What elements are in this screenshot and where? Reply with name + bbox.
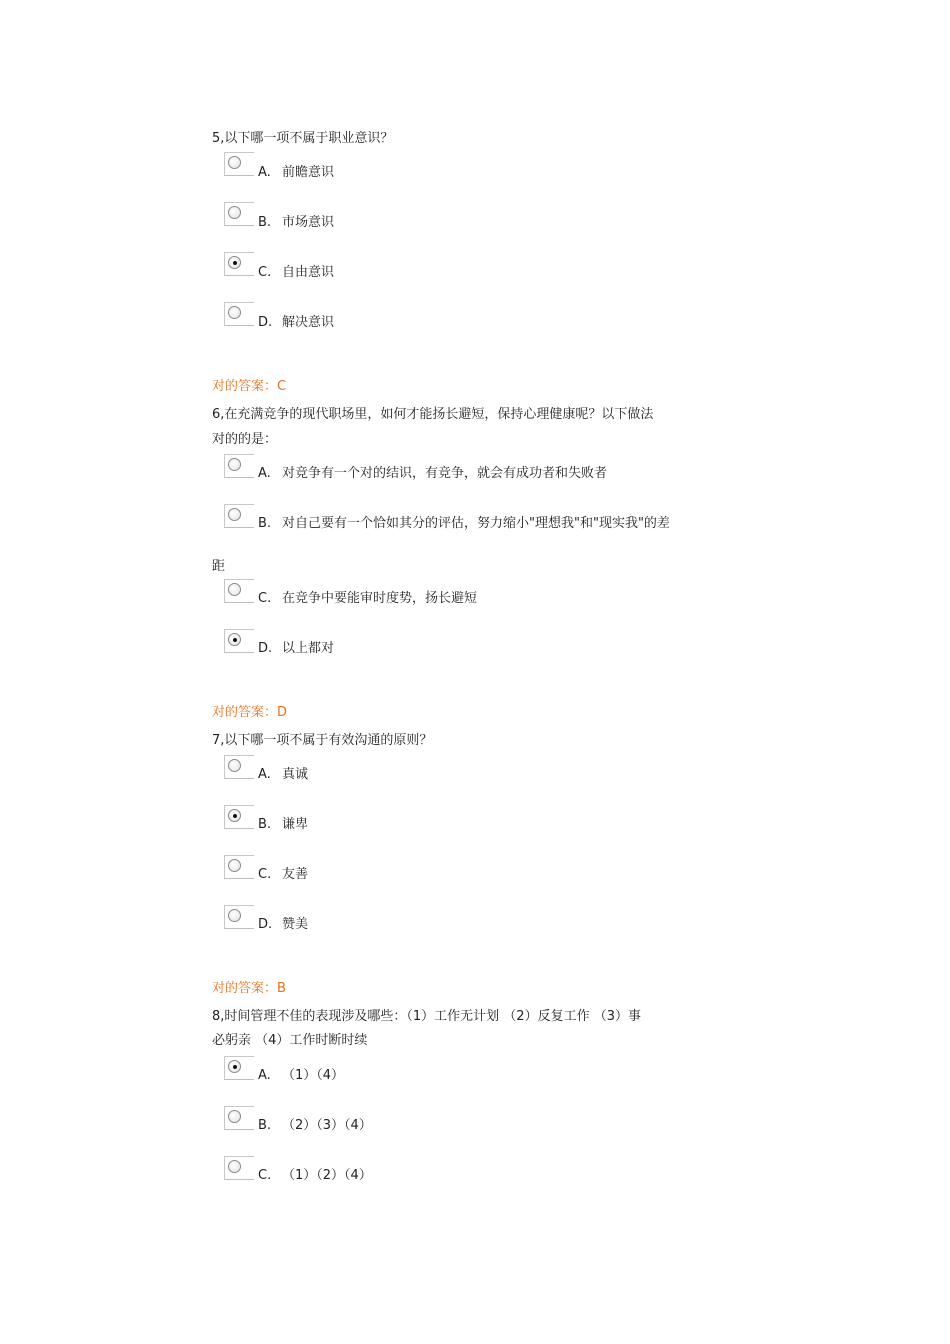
question-text: 以下哪一项不属于有效沟通的原则？ <box>224 733 433 748</box>
option-text: 前瞻意识 <box>282 165 335 180</box>
option-6c-radio-box[interactable] <box>224 579 254 603</box>
option-text: （2）（3）（4） <box>282 1118 372 1133</box>
option-text: 解决意识 <box>282 315 335 330</box>
question-text: 时间管理不佳的表现涉及哪些：（1）工作无计划 （2）反复工作 （3）事 <box>224 1009 641 1024</box>
radio-button[interactable] <box>228 156 241 169</box>
radio-button-selected[interactable] <box>228 809 241 822</box>
question-number: 8, <box>212 1009 225 1024</box>
option-7d-radio-box[interactable] <box>224 905 254 929</box>
correct-answer-6: 对的答案：D <box>212 705 288 720</box>
option-letter: C. <box>258 867 272 882</box>
option-text: 对自己要有一个恰如其分的评估，努力缩小"理想我"和"现实我"的差 <box>282 516 670 531</box>
option-letter: B. <box>258 215 272 230</box>
question-number: 6, <box>212 407 225 422</box>
option-text: 谦卑 <box>282 817 309 832</box>
option-5c-radio-box[interactable] <box>224 252 254 276</box>
radio-button[interactable] <box>228 206 241 219</box>
option-letter: C. <box>258 265 272 280</box>
option-5b-radio-box[interactable] <box>224 202 254 226</box>
option-text-continuation: 距 <box>212 559 226 574</box>
option-text: 赞美 <box>282 917 309 932</box>
option-8c-radio-box[interactable] <box>224 1156 254 1180</box>
option-8b-radio-box[interactable] <box>224 1106 254 1130</box>
question-number: 5, <box>212 131 225 146</box>
option-letter: B. <box>258 516 272 531</box>
question-number: 7, <box>212 733 225 748</box>
option-5d-radio-box[interactable] <box>224 302 254 326</box>
option-text: 以上都对 <box>282 641 335 656</box>
radio-button[interactable] <box>228 583 241 596</box>
radio-button[interactable] <box>228 458 241 471</box>
radio-button-selected[interactable] <box>228 256 241 269</box>
option-text: 市场意识 <box>282 215 335 230</box>
option-7c-radio-box[interactable] <box>224 855 254 879</box>
option-text: 真诚 <box>282 767 309 782</box>
option-6a-radio-box[interactable] <box>224 454 254 478</box>
option-text: 在竞争中要能审时度势，扬长避短 <box>282 591 478 606</box>
option-letter: B. <box>258 1118 272 1133</box>
question-7-title <box>212 732 432 750</box>
option-text: 自由意识 <box>282 265 335 280</box>
option-text: （1）（2）（4） <box>282 1168 372 1183</box>
option-7b-radio-box[interactable] <box>224 805 254 829</box>
option-letter: C. <box>258 591 272 606</box>
option-text: 对竞争有一个对的结识，有竞争，就会有成功者和失败者 <box>282 466 608 481</box>
radio-button[interactable] <box>228 859 241 872</box>
radio-button[interactable] <box>228 1160 241 1173</box>
option-8a-radio-box[interactable] <box>224 1056 254 1080</box>
question-text: 以下哪一项不属于职业意识？ <box>224 131 394 146</box>
question-8-title <box>212 1008 641 1026</box>
radio-button[interactable] <box>228 759 241 772</box>
option-6d-radio-box[interactable] <box>224 629 254 653</box>
radio-button[interactable] <box>228 909 241 922</box>
question-6-title <box>212 406 653 424</box>
option-letter: D. <box>258 315 273 330</box>
option-letter: C. <box>258 1168 272 1183</box>
option-7a-radio-box[interactable] <box>224 755 254 779</box>
radio-button-selected[interactable] <box>228 633 241 646</box>
option-letter: D. <box>258 917 273 932</box>
option-letter: A. <box>258 466 271 481</box>
option-letter: A. <box>258 165 271 180</box>
radio-button[interactable] <box>228 508 241 521</box>
option-6b-radio-box[interactable] <box>224 504 254 528</box>
radio-button[interactable] <box>228 1110 241 1123</box>
correct-answer-7: 对的答案：B <box>212 981 286 996</box>
option-letter: B. <box>258 817 272 832</box>
option-text: 友善 <box>282 867 309 882</box>
radio-button-selected[interactable] <box>228 1060 241 1073</box>
question-5-title <box>212 130 393 148</box>
question-text: 在充满竞争的现代职场里，如何才能扬长避短，保持心理健康呢？以下做法 <box>224 407 654 422</box>
correct-answer-5: 对的答案：C <box>212 379 287 394</box>
radio-button[interactable] <box>228 306 241 319</box>
option-letter: A. <box>258 767 271 782</box>
question-text-line-2: 对的的是： <box>212 432 278 447</box>
option-text: （1）（4） <box>282 1068 345 1083</box>
option-5a-radio-box[interactable] <box>224 152 254 176</box>
option-letter: D. <box>258 641 273 656</box>
option-letter: A. <box>258 1068 271 1083</box>
question-text-line-2: 必躬亲 （4）工作时断时续 <box>212 1033 368 1048</box>
